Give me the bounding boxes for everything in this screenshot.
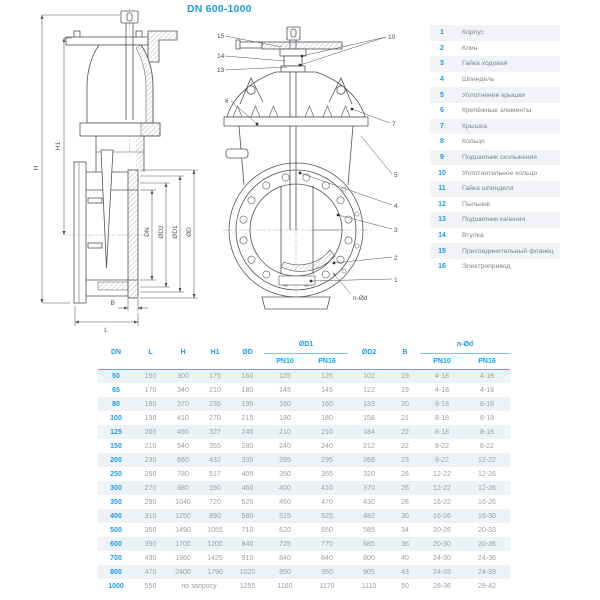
legend-item-9 <box>430 150 560 166</box>
table-cell: 28-36 <box>433 582 451 590</box>
table-cell: 300 <box>177 372 189 380</box>
table-cell: 160 <box>321 400 333 408</box>
legend-item-label: Втулка <box>462 232 484 240</box>
table-cell: 550 <box>144 582 157 590</box>
table-cell: 24-39 <box>478 568 496 576</box>
table-cell: 8-22 <box>434 442 449 450</box>
table-cell: 590 <box>209 484 221 492</box>
table-cell: 585 <box>363 526 375 534</box>
table-cell: 1020 <box>239 568 256 576</box>
table-cell: 910 <box>241 554 254 562</box>
dimensions-table <box>98 337 510 593</box>
table-cell: 210 <box>144 442 157 450</box>
legend-item-12 <box>430 197 560 213</box>
table-cell: 240 <box>279 442 291 450</box>
table-cell: 1790 <box>207 568 223 576</box>
table-cell: 482 <box>363 512 375 520</box>
table-cell: 12-22 <box>478 456 496 464</box>
table-cell: 12-26 <box>478 484 496 492</box>
table-cell: 580 <box>241 512 254 520</box>
table-cell: 12-22 <box>433 484 451 492</box>
legend-item-number: 2 <box>440 44 444 52</box>
table-cell: 405 <box>241 470 254 478</box>
table-cell: 4-18 <box>434 386 449 394</box>
legend-item-label: Корпус <box>462 29 484 37</box>
legend-item-2 <box>430 41 560 57</box>
table-cell: 700 <box>110 554 122 562</box>
table-cell: 1960 <box>175 554 191 562</box>
table-cell: 8-18 <box>480 400 495 408</box>
table-cell: 16-30 <box>478 512 496 520</box>
table-cell: 20-36 <box>478 540 496 548</box>
table-cell: 150 <box>110 442 122 450</box>
table-cell: 43 <box>401 568 409 576</box>
table-cell: 210 <box>209 386 221 394</box>
table-cell: 212 <box>363 442 375 450</box>
legend-item-13 <box>430 212 560 228</box>
table-row-dn-700 <box>98 551 510 565</box>
legend-item-10 <box>430 165 560 181</box>
legend-item-5 <box>430 87 560 103</box>
table-cell: 158 <box>363 414 375 422</box>
table-cell: 1200 <box>207 540 223 548</box>
table-cell: 160 <box>241 372 254 380</box>
table-cell: 355 <box>209 442 221 450</box>
table-cell: 840 <box>241 540 254 548</box>
table-cell: 770 <box>321 540 333 548</box>
legend-item-label: Гайка шпинделя <box>462 185 514 193</box>
legend-item-11 <box>430 181 560 197</box>
col-header-n-od-pn10: PN10 <box>420 353 464 369</box>
table-cell: 250 <box>110 470 122 478</box>
table-row-dn-250 <box>98 467 510 481</box>
callout-14: 14 <box>217 53 225 60</box>
legend-item-label: Крышка <box>462 122 487 130</box>
table-cell: 1040 <box>175 498 191 506</box>
table-cell: 350 <box>144 526 157 534</box>
col-header-od1-pn16: PN16 <box>306 353 348 369</box>
table-cell: 235 <box>209 400 221 408</box>
dim-label-b: B <box>110 300 115 307</box>
table-cell: 4-18 <box>480 386 495 394</box>
table-cell: 432 <box>209 456 221 464</box>
legend-item-number: 16 <box>438 263 446 271</box>
table-cell: 215 <box>241 414 254 422</box>
legend-item-8 <box>430 134 560 150</box>
page-title: DN 600-1000 <box>187 3 252 15</box>
table-cell: 290 <box>144 498 157 506</box>
table-cell: 400 <box>279 484 291 492</box>
col-header-n-od-pn16: PN16 <box>464 353 510 369</box>
table-cell: 4-18 <box>480 372 495 380</box>
table-cell: 8-18 <box>434 428 449 436</box>
legend-item-label: Уплотнение крышки <box>462 91 526 99</box>
table-cell: 184 <box>363 428 375 436</box>
table-cell: 500 <box>110 526 122 534</box>
table-cell: 100 <box>110 414 122 422</box>
table-cell: 1110 <box>361 582 377 590</box>
callout-3: 3 <box>394 227 398 234</box>
table-cell: 80 <box>112 400 120 408</box>
table-cell: 20-26 <box>433 526 451 534</box>
table-cell: 20-33 <box>478 526 496 534</box>
table-cell: 170 <box>144 386 157 394</box>
table-cell: 26 <box>401 484 409 492</box>
table-cell: 22 <box>401 428 409 436</box>
table-cell: 16-26 <box>433 512 451 520</box>
legend-item-label: Электропривод <box>462 263 511 271</box>
table-cell: 12-26 <box>478 470 496 478</box>
table-cell: 40 <box>401 554 409 562</box>
table-cell: 340 <box>177 386 189 394</box>
table-cell: 430 <box>144 554 157 562</box>
table-cell: 19 <box>401 372 409 380</box>
dim-label-dn: DN <box>144 227 151 237</box>
table-cell: 102 <box>363 372 375 380</box>
table-cell: 620 <box>279 526 291 534</box>
table-cell: 950 <box>279 568 291 576</box>
col-header-b: B <box>390 337 420 369</box>
table-cell: 122 <box>363 386 375 394</box>
col-header-od1-pn10: PN10 <box>264 353 306 369</box>
table-cell: 2400 <box>175 568 191 576</box>
table-row-dn-65 <box>98 383 510 397</box>
table-cell: 125 <box>110 428 122 436</box>
table-cell: 355 <box>321 470 333 478</box>
dim-label-od2: ØD2 <box>158 225 165 239</box>
table-cell: 905 <box>363 568 375 576</box>
table-cell: 525 <box>321 512 333 520</box>
table-cell: 430 <box>363 498 375 506</box>
table-cell: 600 <box>110 540 122 548</box>
table-cell: 460 <box>241 484 254 492</box>
legend-item-label: Пыльник <box>462 200 490 208</box>
callout-4: 4 <box>394 203 398 210</box>
legend-item-label: Подшипник скольжения <box>462 154 537 162</box>
table-cell: 28 <box>401 498 409 506</box>
table-cell: 780 <box>177 470 189 478</box>
table-cell: 200 <box>110 456 122 464</box>
table-cell: 1490 <box>175 526 191 534</box>
table-cell: 840 <box>321 554 333 562</box>
table-row-dn-125 <box>98 425 510 439</box>
table-cell: 180 <box>241 386 254 394</box>
table-cell: 410 <box>321 484 333 492</box>
table-cell: 650 <box>321 526 333 534</box>
table-row-dn-300 <box>98 481 510 495</box>
dim-label-h: H <box>33 165 40 171</box>
legend-item-6 <box>430 103 560 119</box>
callout-10: 10 <box>388 34 396 41</box>
table-cell: 180 <box>279 414 291 422</box>
col-header-h1: H1 <box>199 337 231 369</box>
dimensions-table-body <box>98 369 510 593</box>
callout-7: 7 <box>392 121 396 128</box>
callout-2: 2 <box>394 255 398 262</box>
table-cell: 800 <box>363 554 375 562</box>
table-cell: 280 <box>241 442 254 450</box>
table-row-dn-350 <box>98 495 510 509</box>
table-cell: 24-36 <box>478 554 496 562</box>
table-cell: 515 <box>279 512 291 520</box>
table-cell: 335 <box>241 456 254 464</box>
legend-item-7 <box>430 119 560 135</box>
legend-item-label: Гайка ходовая <box>462 60 508 68</box>
legend-item-number: 6 <box>440 107 444 115</box>
table-cell: 180 <box>144 400 157 408</box>
table-cell: 240 <box>321 442 333 450</box>
table-cell: 685 <box>363 540 375 548</box>
legend-item-number: 4 <box>440 76 444 84</box>
table-cell: 8-18 <box>434 400 449 408</box>
callout-15: 15 <box>217 33 225 40</box>
table-cell: 210 <box>279 428 291 436</box>
dim-label-l: L <box>104 327 108 334</box>
legend-item-label: Крепёжные элементы <box>462 107 532 115</box>
table-cell: 8-22 <box>434 456 449 464</box>
table-cell: 1170 <box>319 582 335 590</box>
table-cell: 125 <box>321 372 333 380</box>
table-cell: 950 <box>321 568 333 576</box>
table-cell: 1255 <box>239 582 256 590</box>
table-cell: 20 <box>401 400 409 408</box>
table-row-dn-80 <box>98 397 510 411</box>
col-header-l: L <box>134 337 167 369</box>
table-cell: 660 <box>177 456 189 464</box>
table-cell: 370 <box>363 484 375 492</box>
table-cell: 16-22 <box>433 498 451 506</box>
callout-1: 1 <box>394 277 398 284</box>
valve-side-view <box>66 8 177 303</box>
table-cell: 20-30 <box>433 540 451 548</box>
table-cell: 1160 <box>277 582 293 590</box>
table-cell: 310 <box>144 512 157 520</box>
parts-legend <box>430 25 560 275</box>
legend-item-number: 7 <box>440 122 444 130</box>
table-cell: 22 <box>401 442 409 450</box>
col-group-n-od: n-Ød <box>420 337 510 353</box>
legend-item-14 <box>430 228 560 244</box>
table-cell: 50 <box>401 582 409 590</box>
table-cell: 370 <box>177 400 189 408</box>
table-cell: 160 <box>279 400 291 408</box>
table-row-dn-800 <box>98 565 510 579</box>
table-cell: 195 <box>241 400 254 408</box>
table-cell: 34 <box>401 526 409 534</box>
table-row-dn-500 <box>98 523 510 537</box>
col-group-od1: ØD1 <box>264 337 348 353</box>
table-cell: 125 <box>279 372 291 380</box>
table-cell: 350 <box>279 470 291 478</box>
table-cell: 250 <box>144 470 157 478</box>
table-cell: 1000 <box>108 582 124 590</box>
table-cell: 8-18 <box>480 428 495 436</box>
table-cell: 327 <box>209 428 221 436</box>
legend-item-number: 12 <box>438 200 446 208</box>
table-cell: 21 <box>401 414 409 422</box>
table-cell: 295 <box>279 456 291 464</box>
legend-item-4 <box>430 72 560 88</box>
legend-item-number: 10 <box>438 169 446 177</box>
legend-item-number: 1 <box>440 29 444 37</box>
legend-item-number: 15 <box>438 247 446 255</box>
table-cell: 410 <box>177 414 189 422</box>
legend-item-label: Уплотнительное кольцо <box>462 169 538 177</box>
callout-5: 5 <box>394 172 398 179</box>
legend-item-number: 13 <box>438 216 446 224</box>
col-header-dn: DN <box>98 337 134 369</box>
table-cell: 350 <box>110 498 122 506</box>
table-cell: 8-18 <box>434 414 449 422</box>
table-cell: 390 <box>144 540 157 548</box>
table-cell: 720 <box>209 498 221 506</box>
legend-item-label: Клин <box>462 44 478 52</box>
legend-item-16 <box>430 259 560 275</box>
table-row-dn-100 <box>98 411 510 425</box>
table-row-dn-200 <box>98 453 510 467</box>
legend-item-number: 5 <box>440 91 444 99</box>
table-cell: 470 <box>321 498 333 506</box>
table-row-dn-50 <box>98 369 510 383</box>
table-cell: 65 <box>112 386 120 394</box>
table-row-dn-1000 <box>98 579 510 593</box>
table-cell: 210 <box>321 428 333 436</box>
table-cell: 470 <box>144 568 157 576</box>
technical-drawing <box>0 0 425 335</box>
table-cell: 4-18 <box>434 372 449 380</box>
table-cell: 800 <box>110 568 122 576</box>
table-cell: 12-22 <box>433 470 451 478</box>
table-cell: 133 <box>363 400 375 408</box>
table-row-dn-400 <box>98 509 510 523</box>
table-cell: 26 <box>401 470 409 478</box>
col-header-h: H <box>167 337 199 369</box>
legend-item-number: 8 <box>440 138 444 146</box>
table-cell: 28-42 <box>478 582 496 590</box>
table-row-dn-150 <box>98 439 510 453</box>
table-cell: 460 <box>279 498 291 506</box>
table-cell: 175 <box>209 372 221 380</box>
dim-label-n-od: n-Ød <box>353 295 368 302</box>
dim-label-h1: H1 <box>55 141 62 151</box>
table-cell: 520 <box>241 498 254 506</box>
table-cell: 295 <box>321 456 333 464</box>
table-cell: 230 <box>144 456 157 464</box>
table-cell: 320 <box>363 470 375 478</box>
table-cell: 24-33 <box>433 568 451 576</box>
legend-item-label: Шпиндель <box>462 76 495 84</box>
table-cell: 180 <box>321 414 333 422</box>
table-cell: по запросу <box>181 582 217 590</box>
table-row-dn-600 <box>98 537 510 551</box>
table-cell: 24-30 <box>433 554 451 562</box>
legend-item-3 <box>430 56 560 72</box>
table-cell: 36 <box>401 540 409 548</box>
table-cell: 270 <box>209 414 221 422</box>
table-cell: 16-26 <box>478 498 496 506</box>
legend-item-number: 14 <box>438 232 446 240</box>
legend-item-15 <box>430 243 560 259</box>
table-cell: 30 <box>401 512 409 520</box>
table-cell: 1425 <box>207 554 223 562</box>
table-cell: 270 <box>144 484 157 492</box>
legend-item-number: 11 <box>438 185 446 193</box>
legend-item-number: 3 <box>440 60 444 68</box>
table-cell: 8-18 <box>480 414 495 422</box>
valve-front-view <box>222 27 372 310</box>
legend-item-number: 9 <box>440 154 444 162</box>
table-cell: 710 <box>241 526 254 534</box>
callout-6: 6 <box>225 98 229 105</box>
table-cell: 50 <box>112 372 120 380</box>
table-cell: 517 <box>209 470 221 478</box>
table-cell: 268 <box>363 456 375 464</box>
table-cell: 245 <box>241 428 254 436</box>
table-cell: 540 <box>177 442 189 450</box>
table-cell: 190 <box>144 414 157 422</box>
table-cell: 890 <box>209 512 221 520</box>
legend-item-label: Кольцо <box>462 138 485 146</box>
legend-item-label: Присоединительный фланец <box>462 247 554 255</box>
callout-13: 13 <box>217 67 225 74</box>
col-header-od2: ØD2 <box>348 337 390 369</box>
table-cell: 19 <box>401 386 409 394</box>
table-cell: 145 <box>321 386 333 394</box>
table-cell: 300 <box>110 484 122 492</box>
table-cell: 725 <box>279 540 291 548</box>
table-cell: 880 <box>177 484 189 492</box>
legend-item-1 <box>430 25 560 41</box>
table-cell: 1700 <box>175 540 191 548</box>
dim-label-od1: ØD1 <box>172 225 179 239</box>
table-cell: 1055 <box>207 526 223 534</box>
col-header-od: ØD <box>231 337 264 369</box>
table-cell: 23 <box>401 456 409 464</box>
table-cell: 150 <box>144 372 157 380</box>
legend-item-label: Подшипник качения <box>462 216 526 224</box>
table-cell: 400 <box>110 512 122 520</box>
table-cell: 495 <box>177 428 189 436</box>
dim-label-od: ØD <box>186 227 193 237</box>
table-cell: 145 <box>279 386 291 394</box>
table-cell: 1250 <box>175 512 191 520</box>
table-cell: 8-22 <box>480 442 495 450</box>
table-cell: 840 <box>279 554 291 562</box>
table-cell: 200 <box>144 428 157 436</box>
